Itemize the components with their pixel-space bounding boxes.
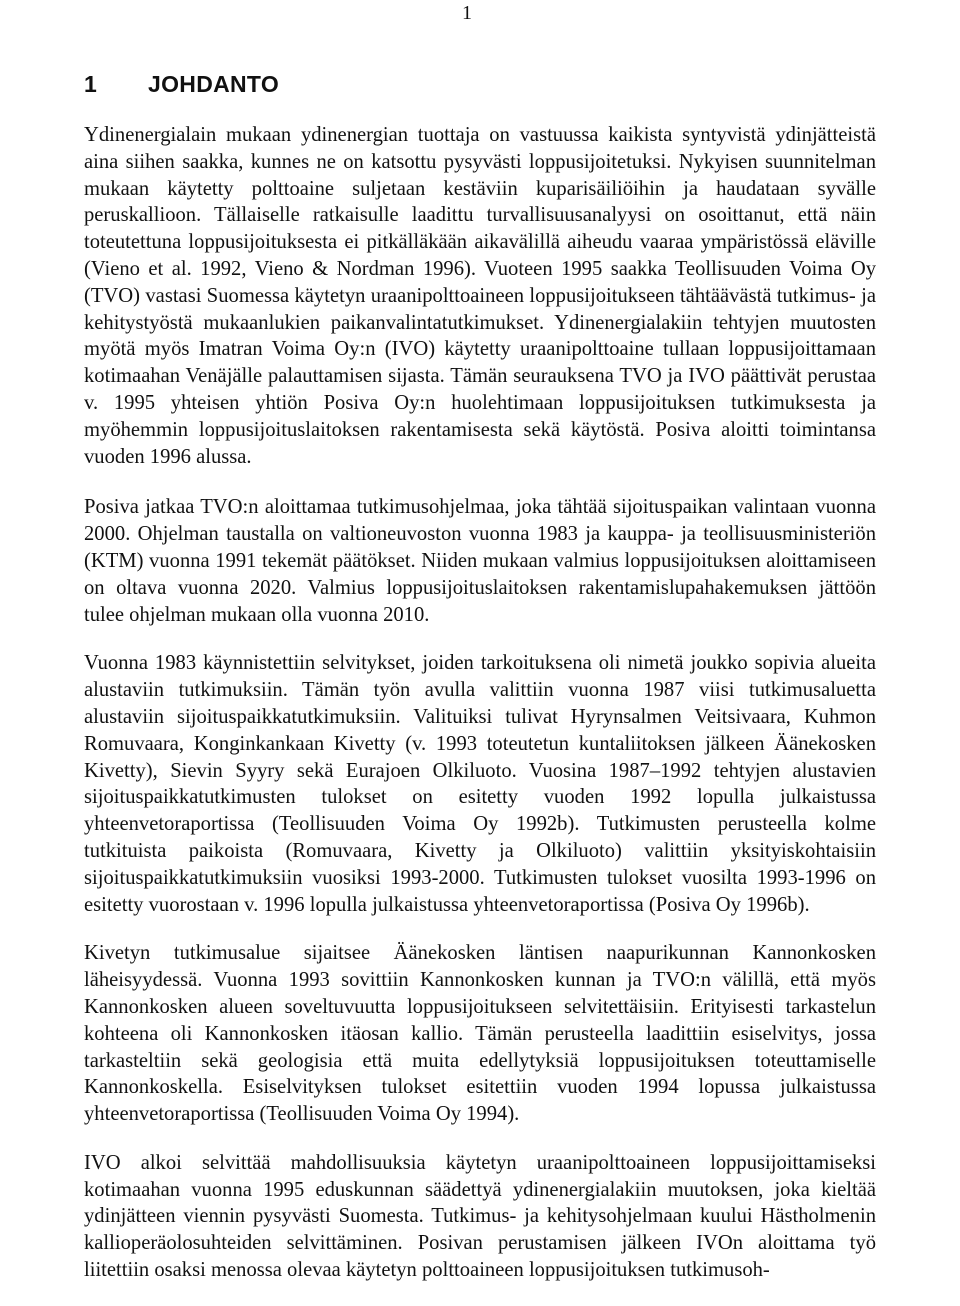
- section-heading: [84, 70, 279, 98]
- paragraph-4: Kivetyn tutkimusalue sijaitsee Äänekosken läntisen naapurikunnan Kannonkosken läheisyydessä. Vuonna 1993 sovittiin Kannonkosken kunnan ja TVO:n välillä, että myös Kannonkosken alueen soveltuvuutta loppusijoitukseen selvitettäisiin. Erityisesti tarkastelun kohteena oli Kannonkosken itäosan kallio. Tämän perusteella laadittiin esiselvitys, jossa tarkasteltiin sekä geologisia että muita edellytyksiä loppusijoituksen toteuttamiselle Kannonkoskella. Esiselvityksen tulokset esitettiin vuoden 1994 lopussa julkaistussa yhteenvetoraportissa (Teollisuuden Voima Oy 1994).: [84, 942, 876, 1126]
- paragraph-1: Ydinenergialain mukaan ydinenergian tuottaja on vastuussa kaikista syntyvistä ydinjätteistä aina siihen saakka, kunnes ne on katsottu pysyvästi loppusijoitetuksi. Nykyisen suunnitelman mukaan käytetty polttoaine suljetaan kestäviin kuparisäiliöihin ja haudataan syvälle peruskallioon. Tällaiselle ratkaisulle laadittu turvallisuusanalyysi on osoittanut, että näin toteutettuna loppusijoituksesta ei pitkälläkään aikavälillä aiheudu vaaraa ympäristössä eläville (Vieno et al. 1992, Vieno & Nordman 1996). Vuoteen 1995 saakka Teollisuuden Voima Oy (TVO) vastasi Suomessa käytetyn uraanipolttoaineen loppusijoitukseen tähtäävästä tutkimus- ja kehitystyöstä mukaanlukien paikanvalintatutkimukset. Ydinenergialakiin tehtyjen muutosten myötä myös Imatran Voima Oy:n (IVO) käytetty uraanipolttoaine tullaan loppusijoittamaan kotimaahan Venäjälle palauttamisen sijasta. Tämän seurauksena TVO ja IVO päättivät perustaa v. 1995 yhteisen yhtiön Posiva Oy:n huolehtimaan loppusijoituksen tutkimuksesta ja myöhemmin loppusijoituslaitoksen rakentamisesta sekä käytöstä. Posiva aloitti toimintansa vuoden 1996 alussa.: [84, 124, 876, 468]
- page-number: 1: [462, 2, 472, 24]
- section-title: JOHDANTO: [148, 71, 280, 97]
- body-text: [84, 122, 876, 1306]
- paragraph-5: IVO alkoi selvittää mahdollisuuksia käytetyn uraanipolttoaineen loppusijoittamiseksi kotimaahan vuonna 1995 eduskunnan säädettyä ydinenergialakiin muutoksen, joka kieltää ydinjätteen viennin pysyvästi Suomesta. Tutkimus- ja kehitysohjelmaan kuului Hästholmenin kallioperäolosuhteiden selvittäminen. Posivan perustamisen jälkeen IVOn aloittama työ liitettiin osaksi menossa olevaa käytetyn polttoaineen loppusijoituksen tutkimusoh-: [84, 1151, 876, 1282]
- section-number: 1: [84, 71, 98, 97]
- paragraph-2: Posiva jatkaa TVO:n aloittamaa tutkimusohjelmaa, joka tähtää sijoituspaikan valintaan vuonna 2000. Ohjelman taustalla on valtioneuvoston vuonna 1983 ja kauppa- ja teollisuusministeriön (KTM) vuonna 1991 tekemät päätökset. Niiden mukaan valmius loppusijoituksen aloittamiseen on oltava vuonna 2020. Valmius loppusijoituslaitoksen rakentamislupahakemuksen jättöön tulee ohjelman mukaan olla vuonna 2010.: [84, 496, 876, 626]
- paragraph-3: Vuonna 1983 käynnistettiin selvitykset, joiden tarkoituksena oli nimetä joukko sopivia alueita alustaviin tutkimuksiin. Tämän työn avulla valittiin vuonna 1987 viisi tutkimusaluetta alustaviin sijoituspaikkatutkimuksiin. Valituiksi tulivat Hyrynsalmen Veitsivaara, Kuhmon Romuvaara, Konginkankaan Kivetty (v. 1993 toteutetun kuntaliitoksen jälkeen Äänekosken Kivetty), Sievin Syyry sekä Eurajoen Olkiluoto. Vuosina 1987–1992 tehtyjen alustavien sijoituspaikkatutkimusten tulokset on esitetty vuoden 1992 lopulla julkaistussa yhteenvetoraportissa (Teollisuuden Voima Oy 1992b). Tutkimusten perusteella kolme tutkituista paikoista (Romuvaara, Kivetty ja Olkiluoto) valittiin yksityiskohtaisiin sijoituspaikkatutkimuksiin vuosiksi 1993-2000. Tutkimusten tulokset vuosilta 1993-1996 on esitetty vuorostaan v. 1996 lopulla julkaistussa yhteenvetoraportissa (Posiva Oy 1996b).: [84, 652, 876, 916]
